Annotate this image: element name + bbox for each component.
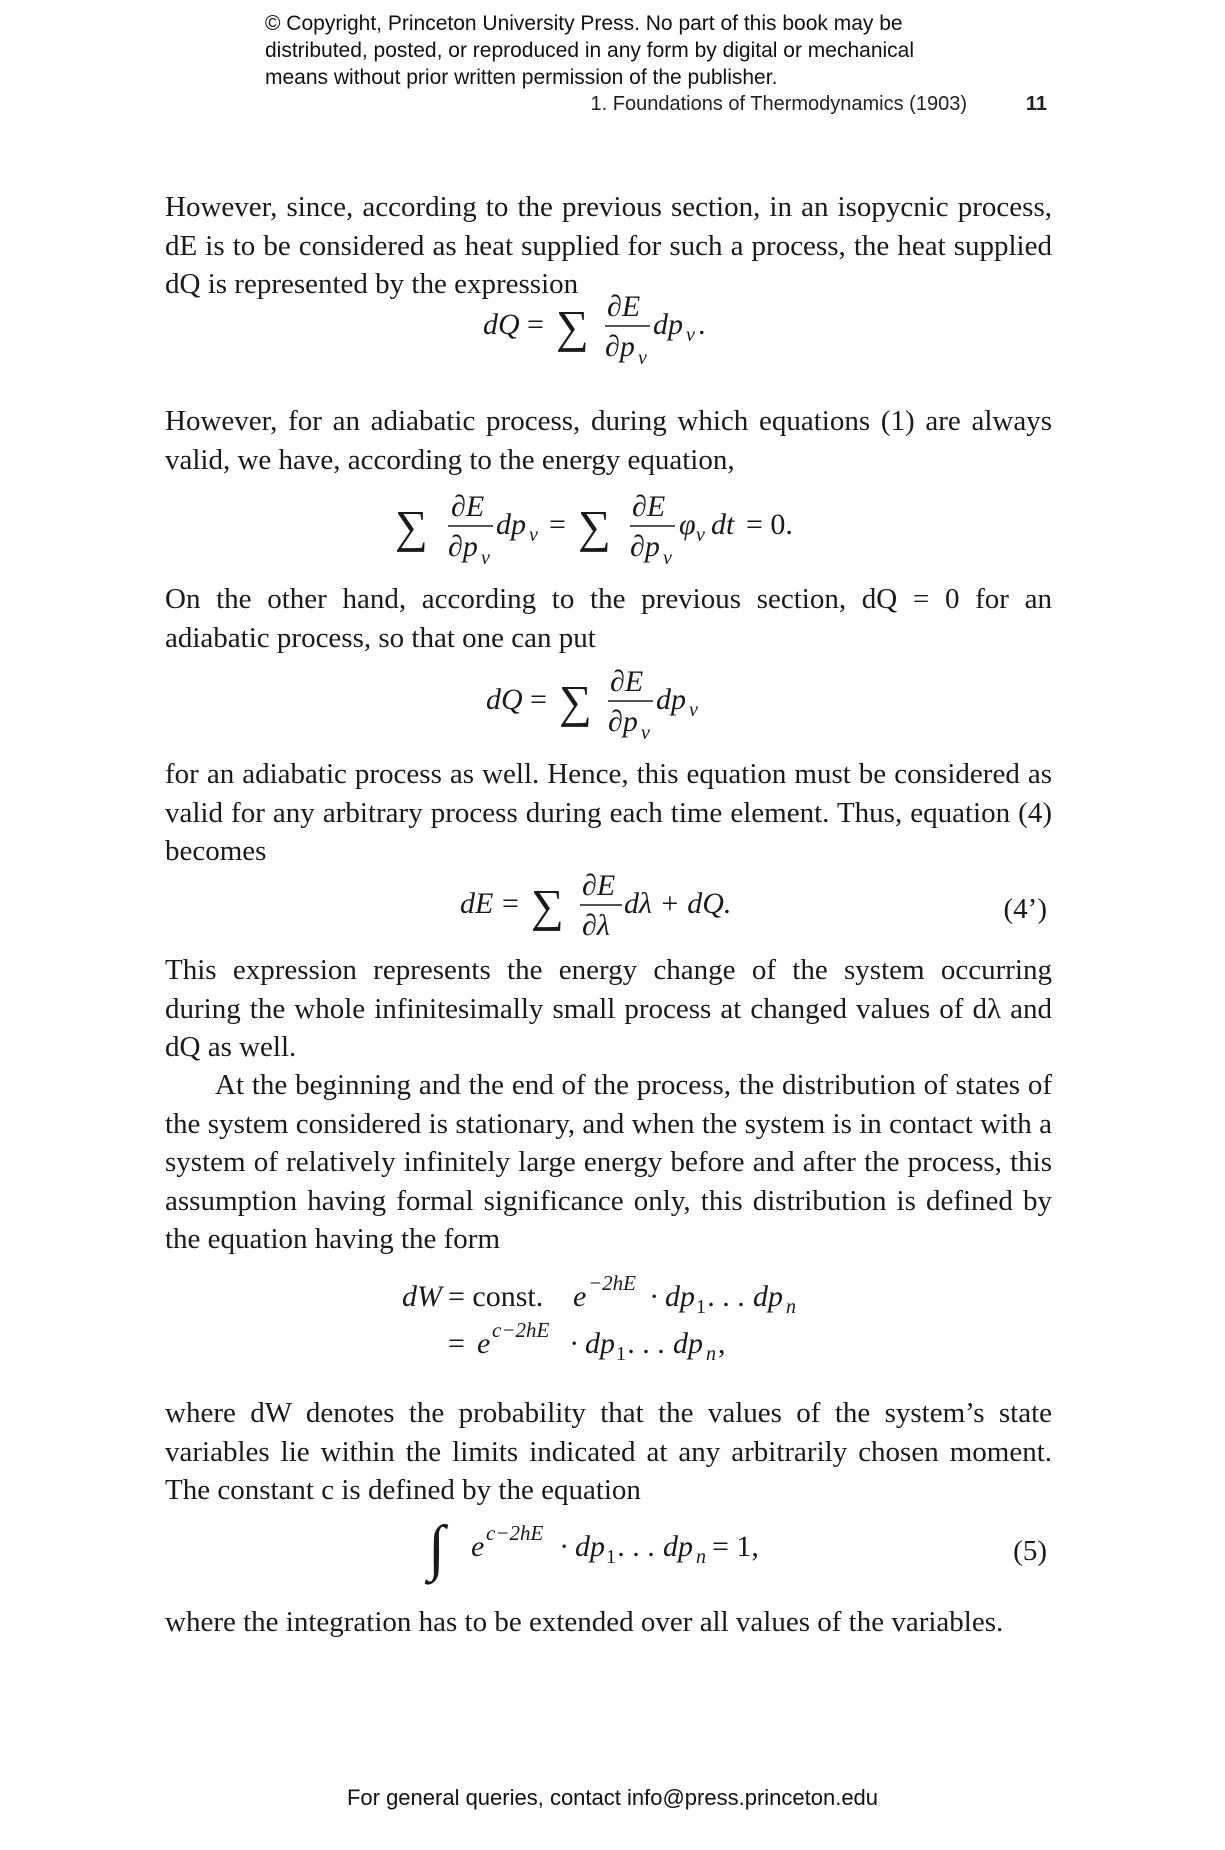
eq-subscript: n xyxy=(706,1343,716,1365)
eq-numerator: ∂E xyxy=(451,490,485,523)
copyright-line: © Copyright, Princeton University Press. No part of this book may be xyxy=(265,12,903,35)
eq-term: . . . dp xyxy=(708,1280,783,1313)
sum-symbol: ∑ xyxy=(531,880,564,931)
eq-term: dQ xyxy=(486,683,523,716)
eq-subscript: 1 xyxy=(616,1343,626,1365)
eq-subscript: ν xyxy=(686,324,695,346)
eq-superscript: c−2hE xyxy=(486,1521,544,1545)
page-number: 11 xyxy=(1025,93,1047,115)
equation xyxy=(0,1309,1225,1389)
eq-term: e xyxy=(477,1327,491,1360)
eq-subscript: 1 xyxy=(696,1296,706,1318)
eq-term: dp xyxy=(496,508,526,541)
paragraph: where dW denotes the probability that the values of the system’s state variables lie within the limits indicated at any arbitrarily chosen moment. The constant c is defined by the equation xyxy=(165,1397,1052,1506)
footer-contact: For general queries, contact info@press.princeton.edu xyxy=(346,1785,879,1810)
eq-operator: = const. xyxy=(448,1280,544,1313)
eq-denominator: ∂λ xyxy=(582,909,610,942)
eq-subscript: n xyxy=(786,1296,796,1318)
paragraph: where the integration has to be extended over all values of the variables. xyxy=(165,1606,1004,1638)
equation xyxy=(0,486,1225,569)
eq-subscript: ν xyxy=(663,547,672,569)
eq-subscript: ν xyxy=(689,699,698,721)
equation-number: (4’) xyxy=(1003,893,1047,925)
copyright-notice xyxy=(265,10,1025,91)
eq-subscript: ν xyxy=(641,722,650,744)
paragraph: This expression represents the energy change of the system occurring during the whole infinitesimally small process at changed values of dλ and dQ as well. xyxy=(165,954,1052,1063)
eq-subscript: ν xyxy=(481,547,490,569)
paragraph: for an adiabatic process as well. Hence, this equation must be considered as valid for any arbitrary process during each time element. Thus, equation (4) becomes xyxy=(165,758,1052,867)
copyright-line: distributed, posted, or reproduced in any form by digital or mechanical xyxy=(265,39,915,62)
sum-symbol: ∑ xyxy=(578,501,611,552)
eq-term: · dp xyxy=(570,1327,615,1360)
paragraph: However, since, according to the previous section, in an isopycnic process, dE is to be considered as heat supplied for such a process, the heat supplied dQ is represented by the expression xyxy=(165,191,1052,300)
eq-term: dp xyxy=(656,683,686,716)
eq-term: e xyxy=(573,1280,587,1313)
eq-term: . . . dp xyxy=(618,1530,693,1563)
eq-punct: . xyxy=(698,308,706,341)
equation xyxy=(0,286,1225,369)
eq-term: dt xyxy=(711,508,735,541)
eq-operator: = xyxy=(502,887,519,920)
eq-numerator: ∂E xyxy=(607,290,641,323)
eq-numerator: ∂E xyxy=(610,665,644,698)
eq-term: dW xyxy=(402,1280,442,1313)
sum-symbol: ∑ xyxy=(556,301,589,352)
eq-superscript: −2hE xyxy=(588,1271,636,1295)
eq-term: φ xyxy=(679,508,696,541)
eq-punct: , xyxy=(718,1327,726,1360)
eq-term: · dp xyxy=(560,1530,605,1563)
eq-numerator: ∂E xyxy=(632,490,666,523)
equation-number: (5) xyxy=(1013,1535,1047,1567)
eq-superscript: c−2hE xyxy=(492,1318,550,1342)
eq-operator: = xyxy=(527,308,544,341)
eq-term: dλ + dQ. xyxy=(624,887,732,920)
running-head xyxy=(140,93,1047,121)
integral-symbol: ∫ xyxy=(428,1514,445,1582)
eq-operator: = xyxy=(549,508,566,541)
eq-term: . . . dp xyxy=(628,1327,703,1360)
eq-term: e xyxy=(471,1530,485,1563)
eq-subscript: ν xyxy=(638,347,647,369)
paragraph: However, for an adiabatic process, during which equations (1) are always valid, we have, according to the energy equation, xyxy=(165,405,1052,476)
eq-subscript: ν xyxy=(696,524,705,546)
eq-numerator: ∂E xyxy=(582,869,616,902)
equation xyxy=(0,661,1225,744)
eq-denominator: ∂p xyxy=(448,530,478,563)
eq-term: · dp xyxy=(650,1280,695,1313)
eq-term: dp xyxy=(653,308,683,341)
eq-operator: = xyxy=(448,1327,465,1360)
eq-term: dQ xyxy=(483,308,520,341)
eq-subscript: n xyxy=(696,1546,706,1568)
running-title: 1. Foundations of Thermodynamics (1903) xyxy=(590,93,967,115)
eq-operator: = xyxy=(530,683,547,716)
eq-subscript: 1 xyxy=(606,1546,616,1568)
eq-denominator: ∂p xyxy=(605,330,635,363)
paragraph: On the other hand, according to the previous section, dQ = 0 for an adiabatic process, so that one can put xyxy=(165,583,1052,654)
eq-denominator: ∂p xyxy=(608,705,638,738)
eq-denominator: ∂p xyxy=(630,530,660,563)
paragraph: At the beginning and the end of the process, the distribution of states of the system considered is stationary, and when the system is in contact with a system of relatively infinitely large energy before and after the process, this assumption having formal significance only, this distribution is defined by the equation having the form xyxy=(165,1069,1052,1255)
copyright-line: means without prior written permission of the publisher. xyxy=(265,66,778,89)
equation xyxy=(0,1508,1225,1588)
equation xyxy=(0,865,1225,945)
eq-subscript: ν xyxy=(529,524,538,546)
sum-symbol: ∑ xyxy=(395,501,428,552)
eq-term: dE xyxy=(460,887,494,920)
sum-symbol: ∑ xyxy=(559,676,592,727)
eq-term: = 1, xyxy=(712,1530,759,1563)
eq-term: = 0. xyxy=(746,508,793,541)
